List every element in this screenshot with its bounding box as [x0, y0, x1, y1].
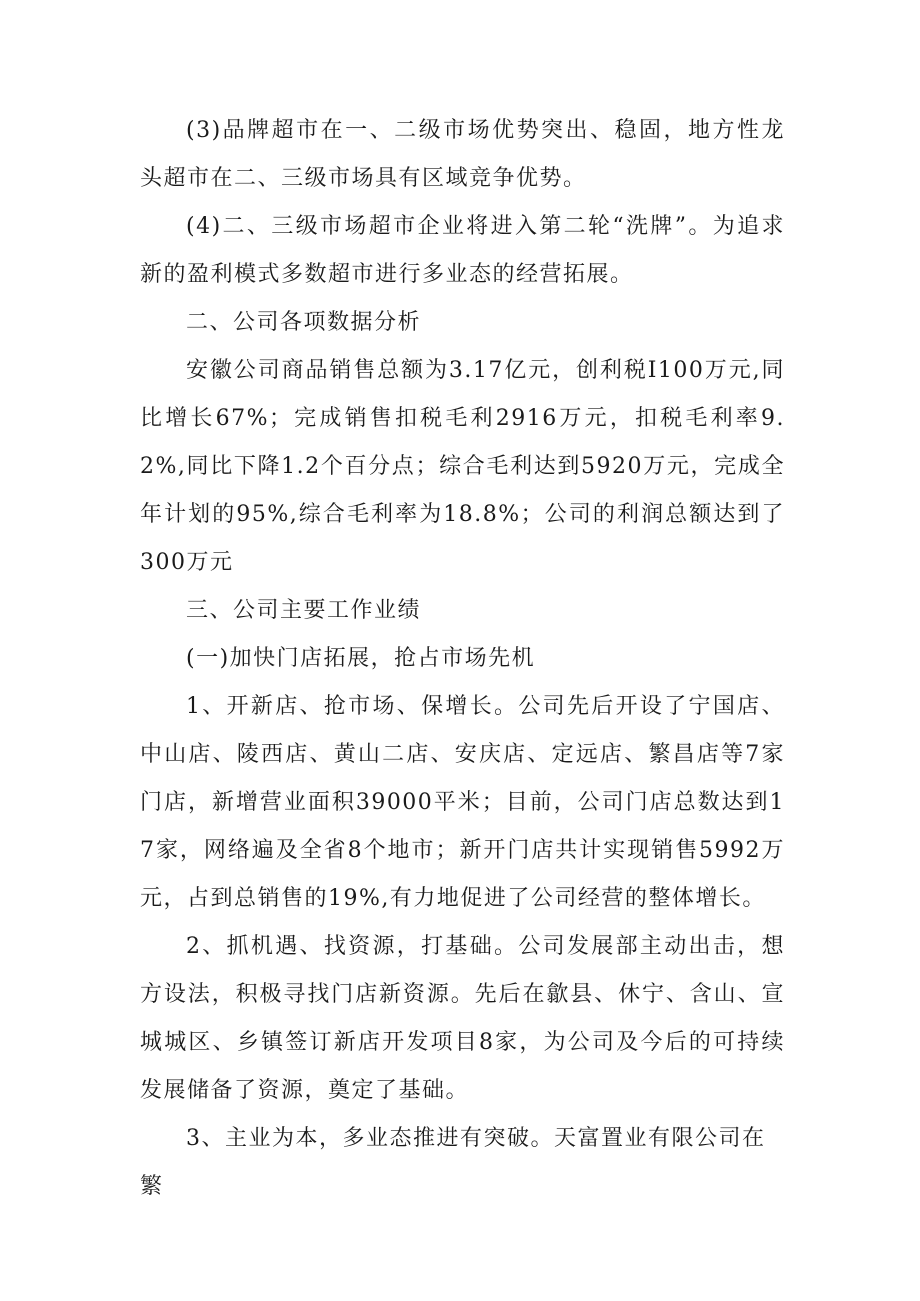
paragraph-market-reshuffle: (4)二、三级市场超市企业将进入第二轮“洗牌”。为追求新的盈利模式多数超市进行多业态的经营拓展。	[140, 214, 785, 287]
section-heading-data-analysis: 二、公司各项数据分析	[186, 310, 422, 335]
paragraph-company-data: 安徽公司商品销售总额为3.17亿元，创利税I100万元,同比增长67%；完成销售扣税毛利2916万元，扣税毛利率9.2%,同比下降1.2个百分点；综合毛利达到5920万元，完成全年计划的95%,综合毛利率为18.8%；公司的利润总额达到了300万元	[140, 358, 785, 575]
paragraph-resources: 2、抓机遇、找资源，打基础。公司发展部主动出击，想方设法，积极寻找门店新资源。先后在歙县、休宁、含山、宣城城区、乡镇签订新店开发项目8家，为公司及今后的可持续发展储备了资源，奠定了基础。	[140, 934, 785, 1103]
section-heading-achievements: 三、公司主要工作业绩	[186, 598, 422, 623]
paragraph-new-stores: 1、开新店、抢市场、保增长。公司先后开设了宁国店、中山店、陵西店、黄山二店、安庆店、定远店、繁昌店等7家门店，新增营业面积39000平米；目前，公司门店总数达到17家，网络遍及全省8个地市；新开门店共计实现销售5992万元，占到总销售的19%,有力地促进了公司经营的整体增长。	[140, 694, 785, 911]
paragraph-market-brand-supermarkets: (3)品牌超市在一、二级市场优势突出、稳固，地方性龙头超市在二、三级市场具有区域竞争优势。	[140, 118, 785, 191]
subsection-heading-store-expansion: (一)加快门店拓展，抢占市场先机	[186, 646, 536, 671]
paragraph-main-business: 3、主业为本，多业态推进有突破。天富置业有限公司在繁	[140, 1126, 766, 1199]
